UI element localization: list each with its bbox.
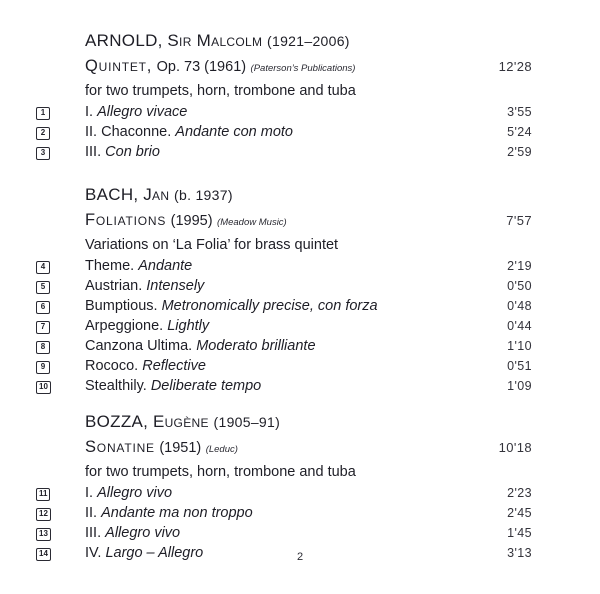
work-opus-year: Op. 73 (1961) [156, 59, 247, 75]
track-title [85, 256, 507, 276]
track-title [85, 483, 507, 503]
work-duration: 10'18 [498, 440, 532, 455]
track-number-badge: 2 [36, 127, 50, 140]
track-duration: 2'59 [507, 145, 532, 159]
track-number-cell [36, 356, 85, 376]
work-section-bozza [36, 409, 532, 563]
track-movement: II. Chaconne. [85, 124, 172, 140]
composer-given-names: Eugène [152, 412, 209, 431]
track-movement: III. [85, 525, 102, 541]
track-row [36, 356, 532, 376]
track-duration: 0'51 [507, 359, 532, 373]
track-row [36, 503, 532, 523]
track-row [36, 523, 532, 543]
track-title [85, 503, 507, 523]
track-movement: Rococo. [85, 358, 139, 374]
track-number-cell [36, 523, 85, 543]
track-number-badge: 5 [36, 281, 50, 294]
track-duration: 1'10 [507, 339, 532, 353]
track-title [85, 336, 507, 356]
track-tempo: Intensely [146, 278, 205, 294]
work-title: Quintet, [85, 57, 153, 75]
track-movement: I. [85, 104, 94, 120]
track-number-badge: 12 [36, 508, 51, 521]
work-heading [36, 54, 532, 81]
track-movement: III. [85, 144, 102, 160]
track-number-badge: 14 [36, 548, 51, 561]
track-title [85, 296, 507, 316]
work-title-line [85, 435, 499, 462]
track-row [36, 483, 532, 503]
work-publisher: (Meadow Music) [217, 217, 287, 228]
composer-given-names: Jan [143, 185, 170, 204]
track-movement: Canzona Ultima. [85, 338, 193, 354]
track-row [36, 102, 532, 122]
composer-given-names: Sir Malcolm [167, 31, 263, 50]
track-number-cell [36, 102, 85, 122]
track-number-cell [36, 316, 85, 336]
track-movement: Bumptious. [85, 298, 158, 314]
work-duration: 7'57 [506, 213, 532, 228]
track-movement: Austrian. [85, 278, 143, 294]
track-movement: Theme. [85, 258, 135, 274]
track-number-cell [36, 256, 85, 276]
track-tempo: Con brio [105, 144, 160, 160]
track-row [36, 276, 532, 296]
track-title [85, 316, 507, 336]
work-title-line [85, 208, 506, 235]
track-number-cell [36, 483, 85, 503]
track-duration: 0'50 [507, 279, 532, 293]
track-movement: IV. [85, 545, 102, 561]
composer-heading [36, 182, 532, 208]
track-number-cell [36, 142, 85, 162]
track-duration: 3'55 [507, 105, 532, 119]
track-tempo: Metronomically precise, con forza [161, 298, 378, 314]
track-number-cell [36, 503, 85, 523]
track-duration: 0'44 [507, 319, 532, 333]
track-duration: 3'13 [507, 546, 532, 560]
composer-heading [36, 409, 532, 435]
track-tempo: Moderato brilliante [196, 338, 316, 354]
track-row [36, 122, 532, 142]
track-number-badge: 3 [36, 147, 50, 160]
track-tempo: Allegro vivo [97, 485, 173, 501]
work-scoring-text: for two trumpets, horn, trombone and tuba [85, 83, 356, 99]
work-section-arnold [36, 28, 532, 162]
composer-surname: ARNOLD, [85, 31, 163, 50]
track-tempo: Largo – Allegro [105, 545, 204, 561]
track-row [36, 142, 532, 162]
track-row [36, 376, 532, 396]
work-title: Foliations [85, 211, 167, 229]
track-title [85, 102, 507, 122]
track-number-badge: 13 [36, 528, 51, 541]
track-movement: II. [85, 505, 98, 521]
track-number-cell [36, 276, 85, 296]
track-number-badge: 6 [36, 301, 50, 314]
track-number-badge: 1 [36, 107, 50, 120]
track-tempo: Andante con moto [175, 124, 293, 140]
track-title [85, 356, 507, 376]
track-number-badge: 9 [36, 361, 50, 374]
track-duration: 0'48 [507, 299, 532, 313]
track-title [85, 276, 507, 296]
track-duration: 2'45 [507, 506, 532, 520]
work-duration: 12'28 [498, 59, 532, 74]
composer-name [85, 28, 532, 54]
track-number-cell [36, 336, 85, 356]
work-title: Sonatine [85, 438, 155, 456]
track-tempo: Deliberate tempo [150, 378, 262, 394]
work-scoring-text: Variations on ‘La Folia’ for brass quintet [85, 237, 339, 253]
track-duration: 1'09 [507, 379, 532, 393]
page-number: 2 [296, 551, 304, 563]
track-row [36, 296, 532, 316]
track-number-badge: 10 [36, 381, 51, 394]
composer-heading [36, 28, 532, 54]
composer-name [85, 409, 532, 435]
work-publisher: (Leduc) [205, 444, 238, 455]
work-opus-year: (1995) [170, 213, 213, 229]
work-scoring [36, 462, 532, 483]
work-scoring [36, 235, 532, 256]
track-movement: Stealthily. [85, 378, 147, 394]
track-movement: I. [85, 485, 94, 501]
track-number-badge: 11 [36, 488, 50, 501]
track-row [36, 256, 532, 276]
track-tempo: Andante ma non troppo [101, 505, 253, 521]
track-tempo: Andante [138, 258, 193, 274]
track-number-badge: 7 [36, 321, 50, 334]
composer-surname: BOZZA, [85, 412, 149, 431]
composer-name [85, 182, 532, 208]
composer-surname: BACH, [85, 185, 139, 204]
track-title [85, 142, 507, 162]
composer-dates: (1921–2006) [267, 33, 350, 49]
track-duration: 2'23 [507, 486, 532, 500]
work-heading [36, 435, 532, 462]
track-number-cell [36, 376, 85, 396]
work-scoring [36, 81, 532, 102]
track-tempo: Allegro vivace [97, 104, 188, 120]
track-tempo: Allegro vivo [105, 525, 181, 541]
work-heading [36, 208, 532, 235]
work-section-bach [36, 182, 532, 396]
track-duration: 5'24 [507, 125, 532, 139]
track-number-badge: 8 [36, 341, 50, 354]
track-number-badge: 4 [36, 261, 50, 274]
track-title [85, 523, 507, 543]
track-title [85, 122, 507, 142]
work-opus-year: (1951) [159, 440, 202, 456]
track-movement: Arpeggione. [85, 318, 164, 334]
track-number-cell [36, 296, 85, 316]
track-duration: 1'45 [507, 526, 532, 540]
composer-dates: (1905–91) [213, 414, 281, 430]
work-scoring-text: for two trumpets, horn, trombone and tuba [85, 464, 356, 480]
track-row [36, 336, 532, 356]
track-row [36, 316, 532, 336]
track-title [85, 376, 507, 396]
track-duration: 2'19 [507, 259, 532, 273]
track-number-cell [36, 122, 85, 142]
work-publisher: (Paterson’s Publications) [250, 63, 356, 74]
composer-dates: (b. 1937) [174, 187, 233, 203]
track-tempo: Lightly [167, 318, 210, 334]
work-title-line [85, 54, 499, 81]
track-tempo: Reflective [142, 358, 206, 374]
